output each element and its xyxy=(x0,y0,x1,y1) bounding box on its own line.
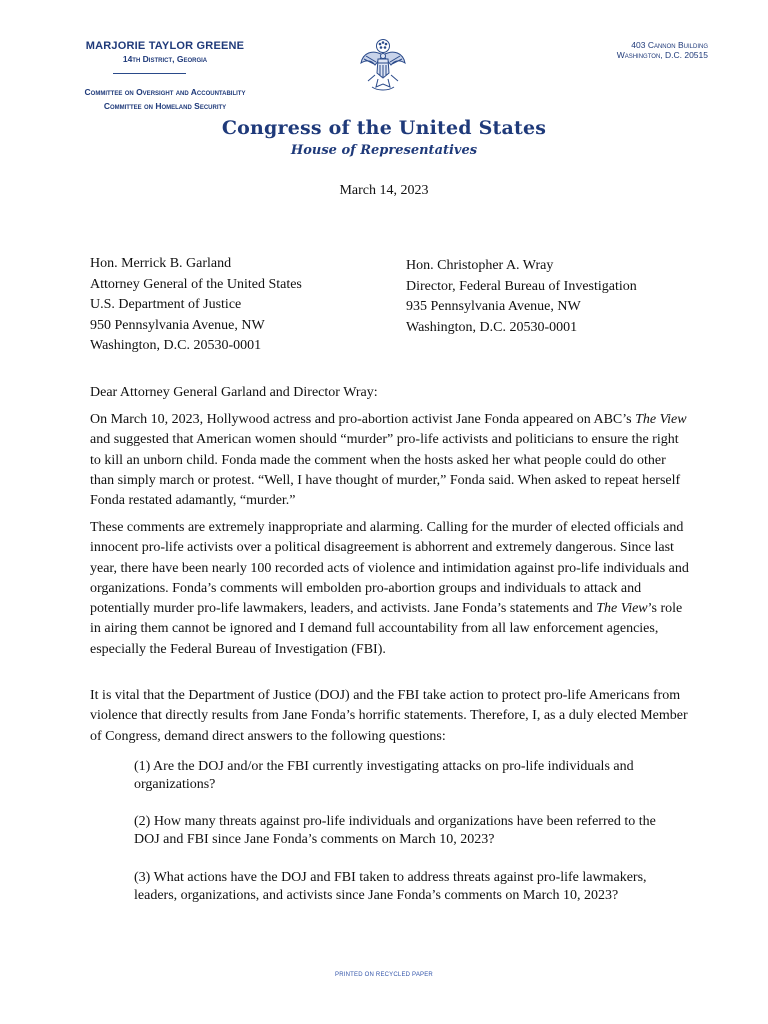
letter-date: March 14, 2023 xyxy=(339,183,429,198)
text-run: and suggested that American women should “murder” pro-life activists and politicians to ensure the right to kill an unborn child. Fonda made the comment when the hosts asked her what people could do other than simply march or protest. “Well, I have thought of murder,” Fonda said. When asked to repeat herself Fonda restated adamantly, “murder.” xyxy=(90,432,681,509)
question-1: (1) Are the DOJ and/or the FBI currently investigating attacks on pro-life individuals and organizations? xyxy=(134,759,634,792)
address-line: Hon. Merrick B. Garland xyxy=(90,256,232,271)
address-line: Washington, D.C. 20530-0001 xyxy=(406,319,578,335)
recycled-paper-footer: PRINTED ON RECYCLED PAPER xyxy=(335,972,433,978)
show-title: The View xyxy=(635,412,687,427)
recipient-address-right xyxy=(406,256,706,338)
address-line: U.S. Department of Justice xyxy=(90,297,242,312)
congress-title: Congress of the United States xyxy=(221,117,547,139)
text-run: These comments are extremely inappropriate and alarming. Calling for the murder of elected officials and innocent pro-life activists over a political disagreement is abhorrent and extremely dangerous. Since last year, there have been nearly 100 recorded acts of violence and intimidation against pro-life individuals and organizations. Fonda’s comments will embolden pro-abortion groups and individuals to attack and potentially murder pro-life lawmakers, leaders, and activists. Jane Fonda’s statements and xyxy=(90,520,689,617)
text-run: On March 10, 2023, Hollywood actress and pro-abortion activist Jane Fonda appeared on ABC’s xyxy=(90,412,636,427)
letterhead-divider xyxy=(113,73,186,74)
text-run: ’s role in airing them cannot be ignored and I demand full accountability from all law enforcement agencies, especially the Federal Bureau of Investigation (FBI). xyxy=(90,601,683,657)
body-paragraph-3: It is vital that the Department of Justice (DOJ) and the FBI take action to protect pro-life Americans from violence that directly results from Jane Fonda’s horrific statements. Therefore, I, as a duly elected Member of Congress, demand direct answers to the following questions: xyxy=(90,688,688,744)
member-district: 14th District, Georgia xyxy=(122,54,208,64)
question-3: (3) What actions have the DOJ and FBI taken to address threats against pro-life lawmakers, leaders, organizations, and activists since Jane Fonda’s comments on March 10, 2023? xyxy=(134,870,647,903)
address-line: Attorney General of the United States xyxy=(90,276,302,292)
question-2: (2) How many threats against pro-life individuals and organizations have been referred to the DOJ and FBI since Jane Fonda’s comments on March 10, 2023? xyxy=(134,814,656,847)
address-line: 935 Pennsylvania Avenue, NW xyxy=(406,299,581,314)
address-line: Washington, D.C. 20530-0001 xyxy=(90,338,262,353)
address-line: Director, Federal Bureau of Investigation xyxy=(406,278,637,294)
address-line: 950 Pennsylvania Avenue, NW xyxy=(90,317,265,333)
body-paragraph-2 xyxy=(90,518,690,660)
recipient-address-left xyxy=(90,254,390,357)
member-name: MARJORIE TAYLOR GREENE xyxy=(85,40,245,52)
great-seal-eagle-icon xyxy=(358,37,408,95)
office-address-line-1: 403 Cannon Building xyxy=(631,40,708,50)
house-title: House of Representatives xyxy=(290,143,478,158)
address-line: Hon. Christopher A. Wray xyxy=(406,258,554,273)
office-address-line-2: Washington, D.C. 20515 xyxy=(616,50,708,60)
salutation: Dear Attorney General Garland and Director Wray: xyxy=(90,385,378,400)
committee-oversight: Committee on Oversight and Accountability xyxy=(84,87,246,97)
committee-homeland: Committee on Homeland Security xyxy=(103,101,227,111)
show-title: The View xyxy=(596,601,648,617)
body-paragraph-1 xyxy=(90,410,690,511)
